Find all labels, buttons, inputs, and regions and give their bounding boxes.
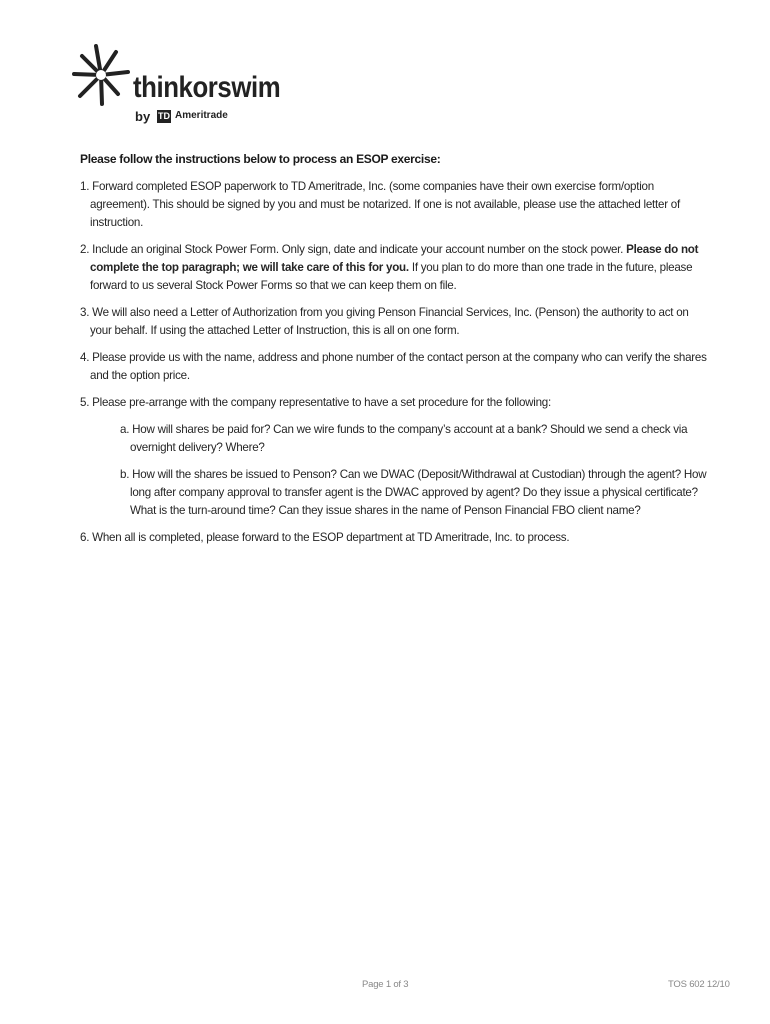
sub-list-item bbox=[120, 421, 710, 457]
form-code: TOS 602 12/10 bbox=[668, 979, 730, 990]
thinkorswim-logo bbox=[72, 44, 292, 124]
instructions-list bbox=[80, 178, 710, 556]
item-number: 1. bbox=[80, 180, 90, 193]
item-number: 6. bbox=[80, 531, 90, 544]
list-item bbox=[80, 349, 710, 385]
starburst-icon bbox=[72, 44, 132, 108]
sub-list-item bbox=[120, 466, 710, 520]
item-number: 2. bbox=[80, 243, 90, 256]
item-text: If you plan to do more than one trade in the future, please forward to us several Stock Power Forms so that we can keep them on file. bbox=[90, 261, 693, 292]
logo-by: by bbox=[135, 109, 151, 124]
list-item bbox=[80, 394, 710, 520]
sub-item-letter: a. bbox=[120, 423, 130, 436]
item-text: Please provide us with the name, address and phone number of the contact person at the company who can verify the shares and the option price. bbox=[90, 351, 707, 382]
item-text: Please pre-arrange with the company representative to have a set procedure for the following: bbox=[92, 396, 551, 409]
sub-list bbox=[90, 421, 710, 520]
list-item bbox=[80, 241, 710, 295]
item-text: Forward completed ESOP paperwork to TD Ameritrade, Inc. (some companies have their own exercise form/option agreement). This should be signed by you and must be notarized. If one is not available, please use the attached letter of instruction. bbox=[90, 180, 680, 229]
item-number: 4. bbox=[80, 351, 90, 364]
item-number: 5. bbox=[80, 396, 90, 409]
list-item bbox=[80, 178, 710, 232]
sub-item-text: How will shares be paid for? Can we wire funds to the company’s account at a bank? Should we send a check via overnight delivery? Where? bbox=[130, 423, 688, 454]
sub-item-letter: b. bbox=[120, 468, 130, 481]
item-text: We will also need a Letter of Authorization from you giving Penson Financial Services, Inc. (Penson) the authority to act on your behalf. If using the attached Letter of Instruction, this is all on one form. bbox=[90, 306, 689, 337]
list-item bbox=[80, 304, 710, 340]
item-bold-text: Please do not complete the top paragraph; we will take care of this for you. bbox=[90, 243, 699, 274]
td-logo-box: TD bbox=[158, 111, 170, 121]
instructions-heading: Please follow the instructions below to process an ESOP exercise: bbox=[80, 152, 441, 166]
item-number: 3. bbox=[80, 306, 90, 319]
page-number: Page 1 of 3 bbox=[362, 979, 409, 990]
item-text: Include an original Stock Power Form. Only sign, date and indicate your account number on the stock power. bbox=[92, 243, 624, 256]
list-item bbox=[80, 529, 710, 547]
item-text: When all is completed, please forward to the ESOP department at TD Ameritrade, Inc. to process. bbox=[92, 531, 570, 544]
logo-ameritrade: Ameritrade bbox=[175, 110, 228, 121]
sub-item-text: How will the shares be issued to Penson? Can we DWAC (Deposit/Withdrawal at Custodian) through the agent? How long after company approval to transfer agent is the DWAC approved by agent? Do they issue a physical certificate? What is the turn-around time? Can they issue shares in the name of Penson Financial FBO client name? bbox=[130, 468, 707, 517]
logo-wordmark: thinkorswim bbox=[133, 71, 281, 104]
